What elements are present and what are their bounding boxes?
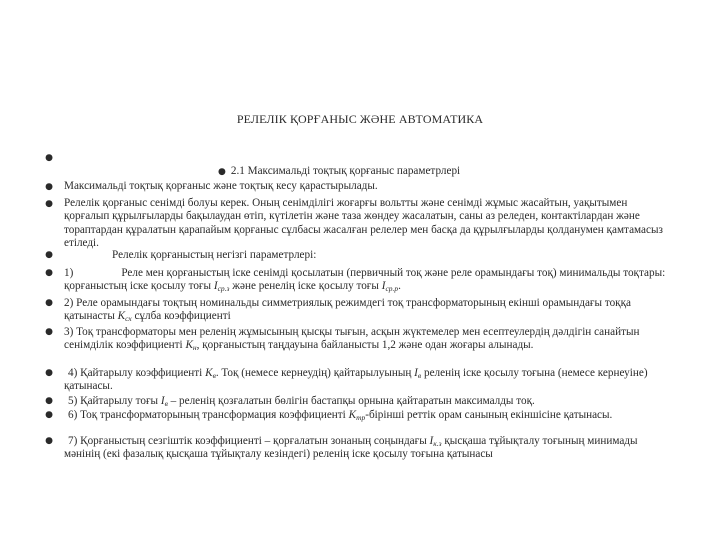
list-item: Релелік қорғаныс сенімді болуы керек. Оның сенімділігі жоғарғы вольтты және сенімді жұмыс жасайтын, уақытымен қорғалып құрылғыларды бақылаудан өтіп, күтілетін және таза жөндеу жасалатын, саны аз реледен, контактілардан және тораптардан құралатын қарапайым қорғаныс сұлбасы жасалған релелер мен басқа да құрылғыларды қолданумен қамтамасыз етіледі. — [64, 197, 663, 250]
bullet-icon: ● — [45, 410, 53, 420]
list-item: Релелік қорғаныстың негізгі параметрлері: — [112, 249, 317, 261]
bullet-icon: ● — [45, 250, 53, 260]
list-item: 7) Қорғаныстың сезгіштік коэффициенті – қорғалатын зонаның соңындағы $I_{к.з}$ қысқаша тұйықталу тоғының минимады мәнінің (екі фазалық қысқаша тұйықталу кезіндегі) реленің іске қосылу тоғына қатынасы — [64, 435, 638, 461]
section-heading: ● 2.1 Максимальді тоқтық қорғаныс параметрлері — [218, 165, 461, 177]
bullet-icon: ● — [45, 199, 53, 209]
bullet-icon: ● — [45, 182, 53, 192]
list-item: 3) Тоқ трансформаторы мен реленің жұмысының қысқы тығын, асқын жүктемелер мен есептеулердің дәлдігін санайтын сенімділік коэффициенті $K_н$, қорғаныстың таңдауына байланысты 1,2 және одан жоғары алынады. — [64, 326, 640, 353]
bullet-icon: ● — [45, 268, 53, 278]
page-title: РЕЛЕЛІК ҚОРҒАНЫС ЖӘНЕ АВТОМАТИКА — [236, 112, 484, 126]
bullet-icon: ● — [45, 153, 53, 163]
bullet-icon: ● — [45, 368, 53, 378]
list-item: 4) Қайтарылу коэффициенті $K_в$. Тоқ (немесе кернеудің) қайтарылуының $I_в$ реленің іске қосылу тоғына (немесе кернеуіне) қатынасы. — [64, 367, 648, 393]
list-item: 6) Тоқ трансформаторының трансформация коэффициенті $K_{тр}$-бірінші реттік орам санының екіншісіне қатынасы. — [68, 409, 613, 422]
list-item: 1) Реле мен қорғаныстың іске сенімді қосылатын (первичный тоқ және реле орамындағы тоқ) минимальды тоқтары: қорғаныстың іске қосылу тоғы $I_{ср.з}$ және ренелің іске қосылу тоғы $I_{ср.р}$. — [64, 267, 666, 294]
list-item: Максимальді тоқтық қорғаныс және тоқтық кесу қарастырылады. — [64, 180, 378, 192]
list-item: 5) Қайтарылу тоғы $I_в$ – реленің қозғалатын бөлігін бастапқы орнына қайтаратын максималды тоқ. — [68, 395, 535, 408]
list-item: 2) Реле орамындағы тоқтың номинальды симметриялық режимдегі тоқ трансформаторының екінші орамындағы тоққа қатынасты $K_{сх}$ сұлба коэффициенті — [64, 297, 632, 324]
bullet-icon: ● — [45, 396, 53, 406]
bullet-icon: ● — [218, 167, 226, 177]
bullet-icon: ● — [45, 298, 53, 308]
bullet-icon: ● — [45, 436, 53, 446]
bullet-icon: ● — [45, 327, 53, 337]
